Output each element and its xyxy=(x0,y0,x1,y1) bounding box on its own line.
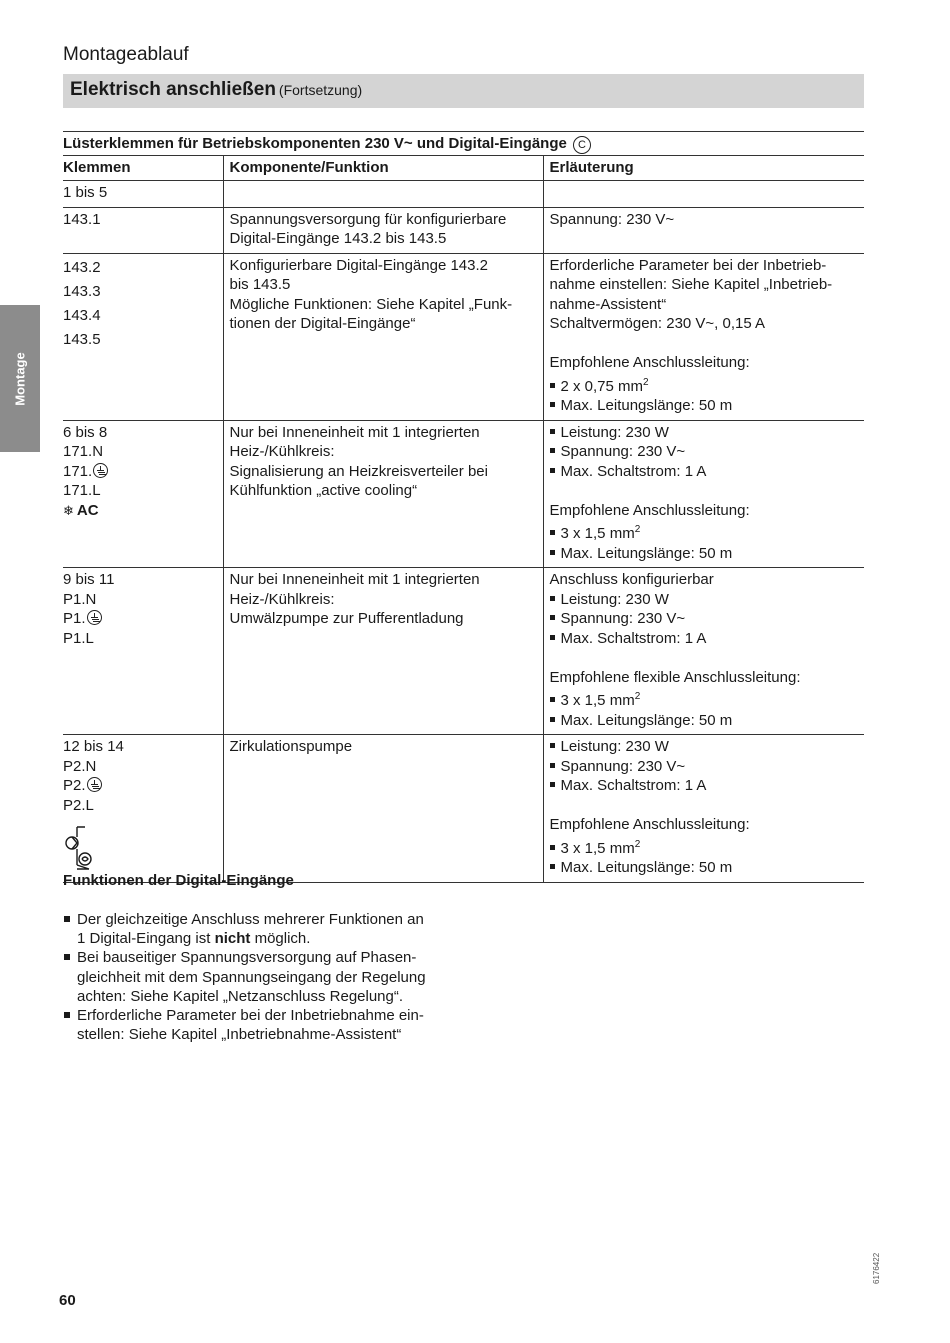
circulation-pump-svg xyxy=(63,825,97,871)
table-row xyxy=(63,420,864,568)
table-caption xyxy=(63,131,864,156)
terminal-table xyxy=(63,155,864,883)
terminal-label: P1.N xyxy=(63,590,97,608)
terminal-label: 143.1 xyxy=(63,210,101,228)
list-item: Erforderliche Parameter bei der Inbetriebnahme ein-stellen: Siehe Kapitel „Inbetriebnahme-Assistent“ xyxy=(63,1006,463,1044)
page-banner xyxy=(63,74,864,108)
document-code: 6176422 xyxy=(872,1252,881,1284)
section-title: Montageablauf xyxy=(63,44,189,65)
table-row xyxy=(63,253,864,420)
terminal-label: 143.5 xyxy=(63,330,101,348)
title-text: Elektrisch anschließen xyxy=(70,79,276,100)
terminal-label: 1 bis 5 xyxy=(63,184,108,201)
functions-heading: Funktionen der Digital-Eingänge xyxy=(63,872,294,889)
function-line: Digital-Eingänge 143.2 bis 143.5 xyxy=(229,230,447,247)
function-cell xyxy=(223,181,543,208)
terminal-label: P1.L xyxy=(63,629,94,647)
bullet-item: Spannung: 230 V~ xyxy=(550,609,859,629)
note-line: nahme einstellen: Siehe Kapitel „Inbetrieb- xyxy=(549,276,833,293)
terminal-text: P1. xyxy=(63,610,86,627)
note-title: Empfohlene Anschlussleitung: xyxy=(549,816,750,833)
function-line: Nur bei Inneneinheit mit 1 integrierten xyxy=(229,423,480,441)
bullet-item: Max. Schaltstrom: 1 A xyxy=(550,462,859,482)
bullet-text: Max. Leitungslänge: 50 m xyxy=(560,544,733,562)
circulation-pump-icon xyxy=(63,825,217,871)
terminal-label: 143.3 xyxy=(63,282,101,300)
bullet-text: 3 x 1,5 mm xyxy=(560,525,635,542)
side-tab-label: Montage xyxy=(12,351,28,406)
notes-cell xyxy=(543,735,864,883)
bullet-item xyxy=(550,520,859,544)
list-item xyxy=(63,910,463,948)
function-line: Konfigurierbare Digital-Eingänge 143.2 xyxy=(229,256,489,274)
superscript: 2 xyxy=(634,691,641,702)
table-caption-text: Lüsterklemmen für Betriebskomponenten 230 V~ und Digital-Eingänge xyxy=(63,135,567,152)
bullet-item: Spannung: 230 V~ xyxy=(550,757,859,777)
function-line: tionen der Digital-Eingänge“ xyxy=(229,315,416,332)
bullet-item: Spannung: 230 V~ xyxy=(550,442,859,462)
list-text: Der gleichzeitige Anschluss mehrerer Funktionen an xyxy=(77,911,424,928)
table-row xyxy=(63,735,864,883)
terminal-label: 6 bis 8 xyxy=(63,423,108,441)
notes-cell xyxy=(543,207,864,253)
superscript: 2 xyxy=(634,838,641,850)
page-title xyxy=(70,79,362,101)
terminal-text: AC xyxy=(76,501,99,519)
note-title: Empfohlene flexible Anschlussleitung: xyxy=(549,668,801,686)
function-line: bis 143.5 xyxy=(229,276,291,293)
superscript: 2 xyxy=(634,524,641,535)
bullet-text: 3 x 1,5 mm xyxy=(560,839,635,857)
terminal-label: 143.4 xyxy=(63,306,101,324)
bullet-text: 2 x 0,75 mm xyxy=(560,377,644,395)
terminal-cell xyxy=(63,207,223,253)
function-line: Umwälzpumpe zur Pufferentladung xyxy=(229,610,464,627)
column-header: Klemmen xyxy=(63,156,223,181)
list-text: 1 Digital-Eingang ist xyxy=(77,930,215,948)
column-header: Erläuterung xyxy=(543,156,864,181)
terminal-label xyxy=(63,462,217,482)
terminal-cell xyxy=(63,735,223,883)
table-row xyxy=(63,568,864,735)
table-header-row xyxy=(63,156,864,181)
terminal-label: P2.N xyxy=(63,757,97,775)
function-line: Mögliche Funktionen: Siehe Kapitel „Funk- xyxy=(229,295,513,313)
function-line: Zirkulationspumpe xyxy=(229,738,353,755)
terminal-cell xyxy=(63,420,223,568)
terminal-label xyxy=(63,501,217,521)
notes-cell xyxy=(543,181,864,208)
list-item: Bei bauseitiger Spannungsversorgung auf Phasen-gleichheit mit dem Spannungseingang der Regelung achten: Siehe Kapitel „Netzanschluss Regelung“. xyxy=(63,948,463,1006)
note-line: Erforderliche Parameter bei der Inbetrieb- xyxy=(549,256,827,274)
notes-cell xyxy=(543,420,864,568)
note-line: Spannung: 230 V~ xyxy=(549,210,675,228)
page-number: 60 xyxy=(59,1292,76,1309)
bullet-item: Leistung: 230 W xyxy=(550,590,859,610)
side-tab-montage[interactable] xyxy=(0,305,40,452)
bullet-item: Max. Schaltstrom: 1 A xyxy=(550,776,859,796)
functions-list xyxy=(63,910,463,1044)
superscript: 2 xyxy=(643,376,649,388)
bullet-item: Max. Schaltstrom: 1 A xyxy=(550,629,859,649)
ground-icon xyxy=(87,777,102,792)
bullet-item xyxy=(550,544,859,564)
bullet-item xyxy=(550,373,859,397)
function-line: Spannungsversorgung für konfigurierbare xyxy=(229,210,507,228)
terminal-label: 171.N xyxy=(63,443,104,460)
function-cell xyxy=(223,420,543,568)
terminal-cell xyxy=(63,253,223,420)
terminal-label xyxy=(63,609,217,629)
function-line: Heiz-/Kühlkreis: xyxy=(229,443,335,460)
snowflake-icon: ❄ xyxy=(63,502,74,518)
bullet-text: Max. Leitungslänge: 50 m xyxy=(560,859,733,876)
note-line: nahme-Assistent“ xyxy=(549,295,667,313)
notes-cell xyxy=(543,253,864,420)
terminal-label: 171.L xyxy=(63,482,101,499)
terminal-label: 9 bis 11 xyxy=(63,571,115,588)
terminal-text: 171. xyxy=(63,462,93,480)
bullet-text: Max. Leitungslänge: 50 m xyxy=(560,711,733,729)
terminal-label xyxy=(63,776,217,796)
function-line: Kühlfunktion „active cooling“ xyxy=(229,482,418,499)
bullet-item xyxy=(550,711,859,731)
page-subtitle: (Fortsetzung) xyxy=(278,82,363,98)
table-row xyxy=(63,181,864,208)
note-line: Schaltvermögen: 230 V~, 0,15 A xyxy=(549,315,766,332)
function-line: Nur bei Inneneinheit mit 1 integrierten xyxy=(229,571,480,588)
bullet-item: Leistung: 230 W xyxy=(550,737,859,757)
column-header: Komponente/Funktion xyxy=(223,156,543,181)
bullet-item xyxy=(550,396,859,416)
terminal-text: P2. xyxy=(63,777,86,794)
terminal-label: P2.L xyxy=(63,796,94,814)
list-text: möglich. xyxy=(250,930,311,948)
table-row xyxy=(63,207,864,253)
function-cell xyxy=(223,735,543,883)
list-emphasis: nicht xyxy=(214,930,251,948)
function-cell xyxy=(223,568,543,735)
note-title: Anschluss konfigurierbar xyxy=(549,571,714,588)
ground-icon xyxy=(93,463,108,478)
ground-icon xyxy=(87,610,102,625)
bullet-text: 3 x 1,5 mm xyxy=(560,692,635,709)
bullet-item xyxy=(550,835,859,859)
terminal-label: 12 bis 14 xyxy=(63,738,124,755)
bullet-item xyxy=(550,858,859,878)
bullet-item: Leistung: 230 W xyxy=(550,423,859,443)
note-title: Empfohlene Anschlussleitung: xyxy=(549,501,750,519)
function-line: Heiz-/Kühlkreis: xyxy=(229,590,335,608)
function-cell xyxy=(223,253,543,420)
terminal-cell xyxy=(63,181,223,208)
function-cell xyxy=(223,207,543,253)
note-title: Empfohlene Anschlussleitung: xyxy=(549,354,750,371)
bullet-text: Max. Leitungslänge: 50 m xyxy=(560,397,733,414)
notes-cell xyxy=(543,568,864,735)
function-line: Signalisierung an Heizkreisverteiler bei xyxy=(229,462,488,480)
terminal-cell xyxy=(63,568,223,735)
terminal-label: 143.2 xyxy=(63,258,101,276)
circled-marker: C xyxy=(573,136,591,154)
bullet-item xyxy=(550,687,859,711)
